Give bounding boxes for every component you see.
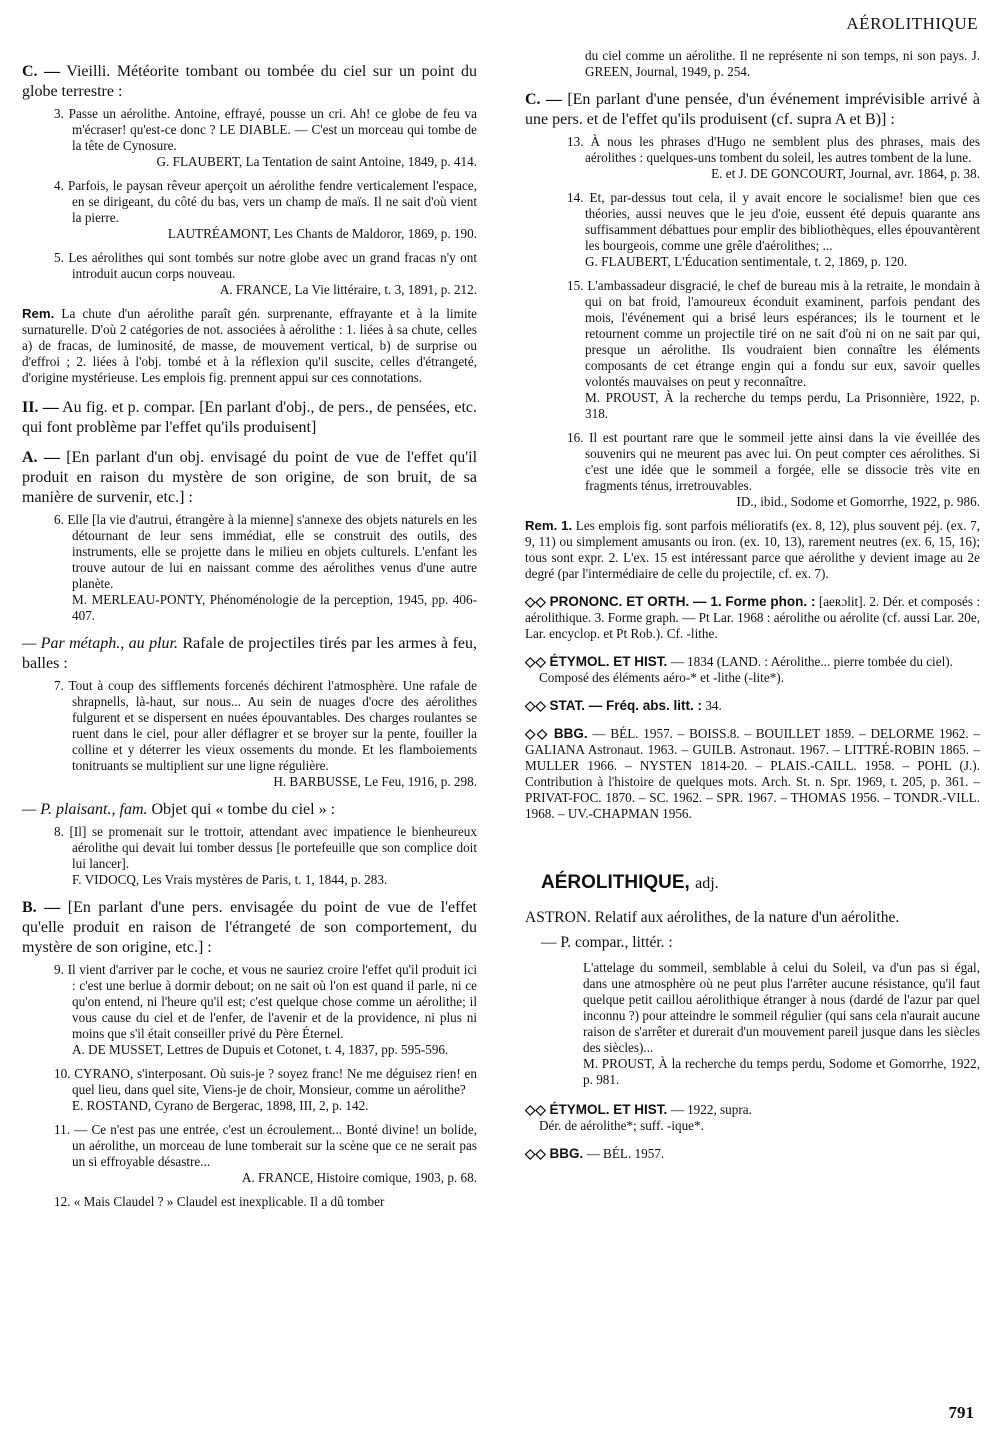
example-7: 7. Tout à coup des sifflements forcenés déchirent l'atmosphère. Une rafale de shrapnells, là-haut, sur nous... Au sein de nuages d'ocre des aérolithes fulgurent et se dispersent en nuées épouvantables. Des charges roulantes se ruent dans le ciel, pour aller déflagrer et se broyer sur la pente, fouiller la colline et y déterrer les vieux ossements du monde. Et les flamboiements tonitruants se multiplient sur une ligne régulière. H. BARBUSSE, Le Feu, 1916, p. 298.	[54, 678, 477, 789]
page-number: 791	[948, 1403, 974, 1422]
example-15: 15. L'ambassadeur disgracié, le chef de bureau mis à la retraite, le mondain à qui on bat froid, l'amoureux éconduit examinent, parfois pendant des mois, l'événement qui a brisé leurs espérances; ils le tournent et le retournent comme un projectile tiré on ne sait d'où ni on ne sait par qui, presque un aérolithe. Ils voudraient bien connaître les éléments composants de cet étrange engin qui a fondu sur eux, savoir quelles volontés mauvaises on peut y reconnaître. M. PROUST, À la recherche du temps perdu, La Prisonnière, 1922, p. 318.	[567, 278, 980, 421]
definition-astron: ASTRON. Relatif aux aérolithes, de la nature d'un aérolithe.	[525, 909, 900, 926]
right-column	[525, 48, 980, 1174]
stat: ◇◇ STAT. — Fréq. abs. litt. : 34.	[525, 698, 722, 713]
remark-1: Rem. La chute d'un aérolithe paraît gén. surprenante, effrayante et à la limite surnaturelle. D'où 2 catégories de not. associées à aérolithe : 1. liées à sa chute, celles a) de fracas, de luminosité, de masse, de mouvement vertical, b) de surprise ou d'effroi ; 2. liées à l'obj. tombé et à la réflexion qu'il suscite, celles d'étrangeté, d'origine mystérieuse. Les emplois fig. prennent appui sur ces connotations.	[22, 306, 478, 385]
example-12: 12. « Mais Claudel ? » Claudel est inexplicable. Il a dû tomber	[54, 1194, 385, 1209]
example-9: 9. Il vient d'arriver par le coche, et vous ne sauriez croire l'effet qu'il produit ici : c'est une berlue à dormir debout; on ne sait où l'on est quand il parle, ni ce qu'on entend, ni l'heure qu'il est; c'est quelque chose comme un aérolithe; il vous cause du ciel et de l'enfer, de l'avenir et de la providence, ni plus ni moins que s'il était conseiller privé du Père Éternel. A. DE MUSSET, Lettres de Dupuis et Cotonet, t. 4, 1837, pp. 595-596.	[54, 962, 477, 1057]
etymol-hist: ◇◇ ÉTYMOL. ET HIST. — 1834 (LAND. : Aérolithe... pierre tombée du ciel). Composé des éléments aéro-* et -lithe (-lite*).	[525, 654, 953, 685]
left-column	[22, 52, 477, 1218]
example-6: 6. Elle [la vie d'autrui, étrangère à la mienne] s'annexe des objets naturels en les détournant de leur sens immédiat, elle se construit des outils, des instruments, elle se projette dans le milieu en objets culturels. L'enfant les trouve autour de lui en naissant comme des aérolithes venus d'une autre planète. M. MERLEAU-PONTY, Phénoménologie de la perception, 1945, pp. 406-407.	[54, 512, 477, 623]
quote-proust: L'attelage du sommeil, semblable à celui du Soleil, va d'un pas si égal, dans une atmosphère où ne peut plus l'arrêter aucune résistance, qu'il faut quelque petit caillou aérolithique étranger à nous (dardé de l'azur par quel inconnu ?) pour atteindre le sommeil régulier (qui sans cela n'aurait aucune raison de s'arrêter et durerait d'un mouvement pareil jusque dans les siècles des siècles)... M. PROUST, À la recherche du temps perdu, Sodome et Gomorrhe, 1922, p. 981.	[583, 960, 980, 1087]
example-10: 10. CYRANO, s'interposant. Où suis-je ? soyez franc! Ne me déguisez rien! en quel lieu, dans quel site, Viens-je de choir, Monsieur, comme un aérolithe? E. ROSTAND, Cyrano de Bergerac, 1898, III, 2, p. 142.	[54, 1066, 477, 1113]
example-11: 11. — Ce n'est pas une entrée, c'est un écroulement... Bonté divine! un bolide, un aérolithe, un morceau de lune tomberait sur la scène que ce ne serait pas un si effroyable désastre... A. FRANCE, Histoire comique, 1903, p. 68.	[54, 1122, 477, 1185]
example-5: 5. Les aérolithes qui sont tombés sur notre globe avec un grand fracas n'y ont introduit aucun corps nouveau. A. FRANCE, La Vie littéraire, t. 3, 1891, p. 212.	[54, 250, 477, 297]
subsection-metaph: — Par métaph., au plur. Rafale de projectiles tirés par les armes à feu, balles :	[22, 635, 478, 672]
bibliography: ◇◇ BBG. — BÉL. 1957. – BOISS.8. – BOUILLET 1859. – DELORME 1962. – GALIANA Astronaut. 1963. – GUILB. Astronaut. 1967. – LITTRÉ-ROBIN 1865. – MULLER 1966. – NYSTEN 1814-20. – PLAIS.-CAILL. 1958. – POHL (J.). Contribution à l'histoire de quelques mots. Arch. St. n. Spr. 1969, t. 205, p. 361. – PRIVAT-FOC. 1870. – SC. 1962. – SPR. 1967. – THOMAS 1956. – TONDR.-VILL. 1968. – UV.-CHAPMAN 1956.	[525, 726, 981, 821]
section-b: B. — [En parlant d'une pers. envisagée du point de vue de l'effet qu'elle produit en raison de l'étrangeté de son comportement, du mystère de son origine, etc.] :	[22, 899, 478, 956]
page-header: AÉROLITHIQUE	[846, 14, 978, 33]
example-14: 14. Et, par-dessus tout cela, il y avait encore le socialisme! bien que ces théories, aussi neuves que le jeu d'oie, eussent été depuis quarante ans suffisamment débattues pour emplir des bibliothèques, elles épouvantèrent les bourgeois, comme une grêle d'aérolithes; ... G. FLAUBERT, L'Éducation sentimentale, t. 2, 1869, p. 120.	[567, 190, 980, 269]
etymol-hist-2: ◇◇ ÉTYMOL. ET HIST. — 1922, supra. Dér. de aérolithe*; suff. -ique*.	[525, 1102, 752, 1133]
prononc-orth: ◇◇ PRONONC. ET ORTH. — 1. Forme phon. : [aeʀɔlit]. 2. Dér. et composés : aérolithique. 3. Forme graph. — Pt Lar. 1968 : aérolithe ou aérolite (cf. aussi Lar. 20e, Lar. encyclop. et Pt Rob.). Cf. -lithe.	[525, 594, 980, 641]
example-4: 4. Parfois, le paysan rêveur aperçoit un aérolithe fendre verticalement l'espace, en se dirigeant, du côté du bas, vers un champ de maïs. Il ne sait d'où vient la pierre. LAUTRÉAMONT, Les Chants de Maldoror, 1869, p. 190.	[54, 178, 477, 241]
section-c-vieilli: C. — Vieilli. Météorite tombant ou tombée du ciel sur un point du globe terrestre :	[22, 63, 478, 100]
subsection-compar: — P. compar., littér. :	[541, 934, 673, 951]
subsection-plaisant: — P. plaisant., fam. Objet qui « tombe du ciel » :	[22, 801, 336, 818]
example-16: 16. Il est pourtant rare que le sommeil jette ainsi dans la vie éveillée des souvenirs qui ne meurent pas avec lui. On peut compter ces aérolithes. Si c'est une idée que le sommeil a forgée, elle se dissocie très vite en fragments ténus, irretrouvables. ID., ibid., Sodome et Gomorrhe, 1922, p. 986.	[567, 430, 980, 509]
remark-2: Rem. 1. Les emplois fig. sont parfois mélioratifs (ex. 8, 12), plus souvent péj. (ex. 7, 9, 11) ou simplement amusants ou iron. (ex. 10, 13), rarement neutres (ex. 6, 15, 16); tous sont expr. 2. L'ex. 15 est intéressant parce que aérolithe y devient image au 2e degré (par l'intermédiaire de celle du projectile, cf. ex. 7).	[525, 518, 980, 581]
example-13: 13. À nous les phrases d'Hugo ne semblent plus des phrases, mais des aérolithes : quelques-uns tombent du soleil, les autres tombent de la lune. E. et J. DE GONCOURT, Journal, avr. 1864, p. 38.	[567, 134, 980, 181]
entry-headword: AÉROLITHIQUE, adj.	[541, 872, 719, 893]
example-12-continued: du ciel comme un aérolithe. Il ne représente ni son temps, ni son pays. J. GREEN, Journal, 1949, p. 254.	[585, 48, 980, 79]
example-8: 8. [Il] se promenait sur le trottoir, attendant avec impatience le bienheureux aérolithe qui devait lui tomber dessus [le portefeuille que son complice doit lui lancer]. F. VIDOCQ, Les Vrais mystères de Paris, t. 1, 1844, p. 283.	[54, 824, 477, 887]
bibliography-2: ◇◇ BBG. — BÉL. 1957.	[525, 1146, 665, 1161]
section-a: A. — [En parlant d'un obj. envisagé du point de vue de l'effet qu'il produit en raison du mystère de son origine, de son bruit, de sa manière de survenir, etc.] :	[22, 449, 478, 506]
section-c-pensee: C. — [En parlant d'une pensée, d'un événement imprévisible arrivé à une pers. et de l'effet qu'ils produisent (cf. supra A et B)] :	[525, 91, 980, 128]
example-3: 3. Passe un aérolithe. Antoine, effrayé, pousse un cri. Ah! ce globe de feu va m'écraser! qu'est-ce donc ? LE DIABLE. — C'est un morceau qui tombe de la tête de Cynosure. G. FLAUBERT, La Tentation de saint Antoine, 1849, p. 414.	[54, 106, 477, 169]
section-ii: II. — Au fig. et p. compar. [En parlant d'obj., de pers., de pensées, etc. qui font problème par l'effet qu'ils produisent]	[22, 399, 478, 436]
